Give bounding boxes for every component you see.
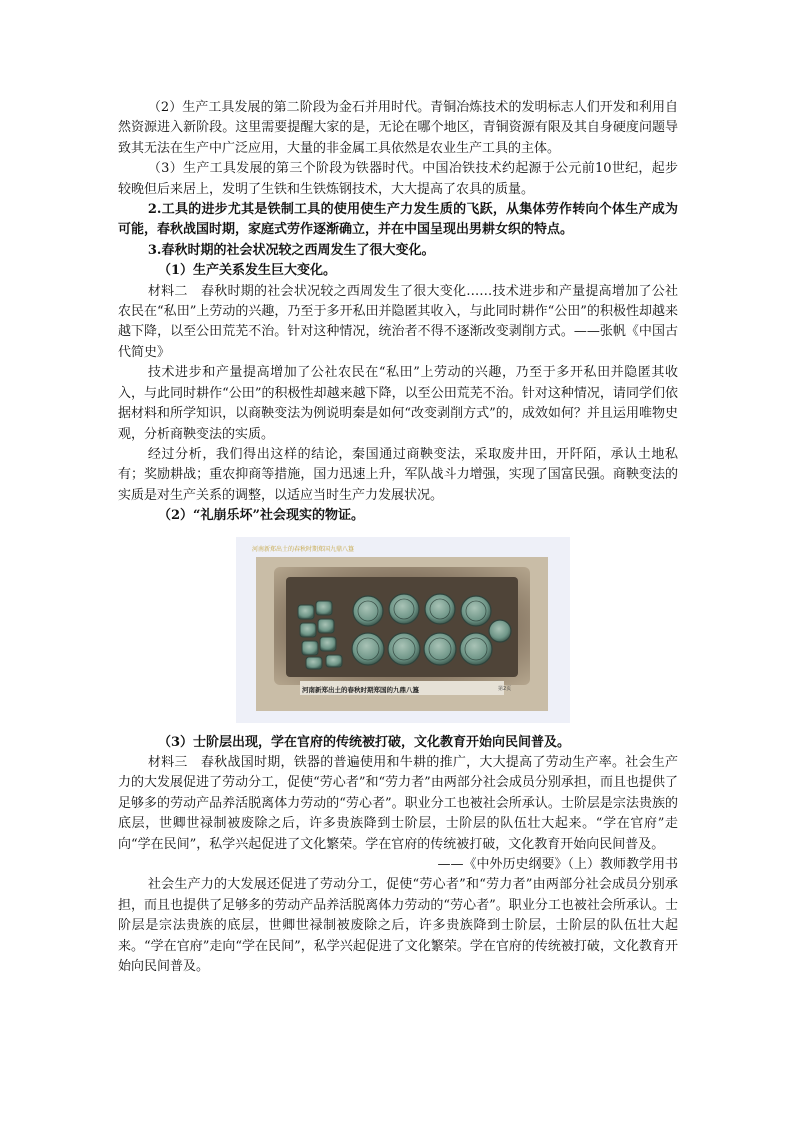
figure-caption-top: 河南新郑出土的春秋时期郑国九鼎八簋: [252, 545, 355, 553]
paragraph-bronze-age: （2）生产工具发展的第二阶段为金石并用时代。青铜冶炼技术的发明标志人们开发和利用自然资源进入新阶段。这里需要提醒大家的是，无论在哪个地区，青铜资源有限及其自身硬度问题导致其无法在生产中广泛应用，大量的非金属工具依然是农业生产工具的主体。: [118, 100, 678, 156]
subheading-production-relations: （1）生产关系发生巨大变化。: [158, 263, 337, 279]
heading-tool-progress: 2.工具的进步尤其是铁制工具的使用使生产力发生质的飞跃，从集体劳作转向个体生产成为可能，春秋战国时期，家庭式劳作逐渐确立，并在中国呈现出男耕女织的特点。: [118, 202, 678, 238]
material-three-source: ——《中外历史纲要》（上）教师教学用书: [437, 856, 678, 872]
figure-caption-bottom: 河南新郑出土的春秋时期郑国的九鼎八簋: [302, 685, 419, 694]
figure-page-number: 第2页: [498, 685, 512, 692]
figure-container: [118, 537, 678, 723]
paragraph-shang-yang-conclusion: 经过分析，我们得出这样的结论，秦国通过商鞅变法，采取废井田，开阡陌，承认土地私有；奖励耕战；重农抑商等措施，国力迅速上升，军队战斗力增强，实现了国富民强。商鞅变法的实质是对生产关系的调整，以适应当时生产力发展状况。: [118, 446, 678, 503]
subheading-shi-class: （3）士阶层出现，学在官府的传统被打破，文化教育开始向民间普及。: [158, 734, 571, 750]
heading-spring-autumn-change: 3.春秋时期的社会状况较之西周发生了很大变化。: [147, 242, 435, 258]
material-two: 材料二 春秋时期的社会状况较之西周发生了很大变化……技术进步和产量提高增加了公社农民在“私田”上劳动的兴趣，乃至于多开私田并隐匿其收入，与此同时耕作“公田”的积极性却越来越下降，以至公田荒芜不治。针对这种情况，统治者不得不逐渐改变剥削方式。——张帆《中国古代简史》: [118, 283, 678, 360]
bronze-vessels-figure: [236, 537, 570, 723]
material-three: 材料三 春秋战国时期，铁器的普遍使用和牛耕的推广，大大提高了劳动生产率。社会生产力的大发展促进了劳动分工，促使“劳心者”和“劳力者”由两部分社会成员分别承担，而且也提供了足够多的劳动产品养活脱离体力劳动的“劳心者”。职业分工也被社会所承认。士阶层是宗法贵族的底层，世卿世禄制被废除之后，许多贵族降到士阶层，士阶层的队伍壮大起来。“学在官府”走向“学在民间”，私学兴起促进了文化繁荣。学在官府的传统被打破，文化教育开始向民间普及。: [118, 754, 678, 852]
paragraph-iron-age: （3）生产工具发展的第三个阶段为铁器时代。中国冶铁技术约起源于公元前10世纪，起步较晚但后来居上，发明了生铁和生铁炼钢技术，大大提高了农具的质量。: [118, 161, 678, 197]
paragraph-division-of-labor: 社会生产力的大发展还促进了劳动分工，促使“劳心者”和“劳力者”由两部分社会成员分别承担，而且也提供了足够多的劳动产品养活脱离体力劳动的“劳心者”。职业分工也被社会所承认。士阶层是宗法贵族的底层，世卿世禄制被废除之后，许多贵族降到士阶层，士阶层的队伍壮大起来。“学在官府”走向“学在民间”，私学兴起促进了文化繁荣。学在官府的传统被打破，文化教育开始向民间普及。: [118, 877, 678, 974]
document-body: [118, 98, 678, 977]
paragraph-question: 技术进步和产量提高增加了公社农民在“私田”上劳动的兴趣，乃至于多开私田并隐匿其收入，与此同时耕作“公田”的积极性却越来越下降，以至公田荒芜不治。针对这种情况，请同学们依据材料和所学知识，以商鞅变法为例说明秦是如何“改变剥削方式”的，成效如何？并且运用唯物史观，分析商鞅变法的实质。: [118, 365, 678, 442]
subheading-rites-collapse: （2）“礼崩乐坏”社会现实的物证。: [158, 508, 365, 524]
